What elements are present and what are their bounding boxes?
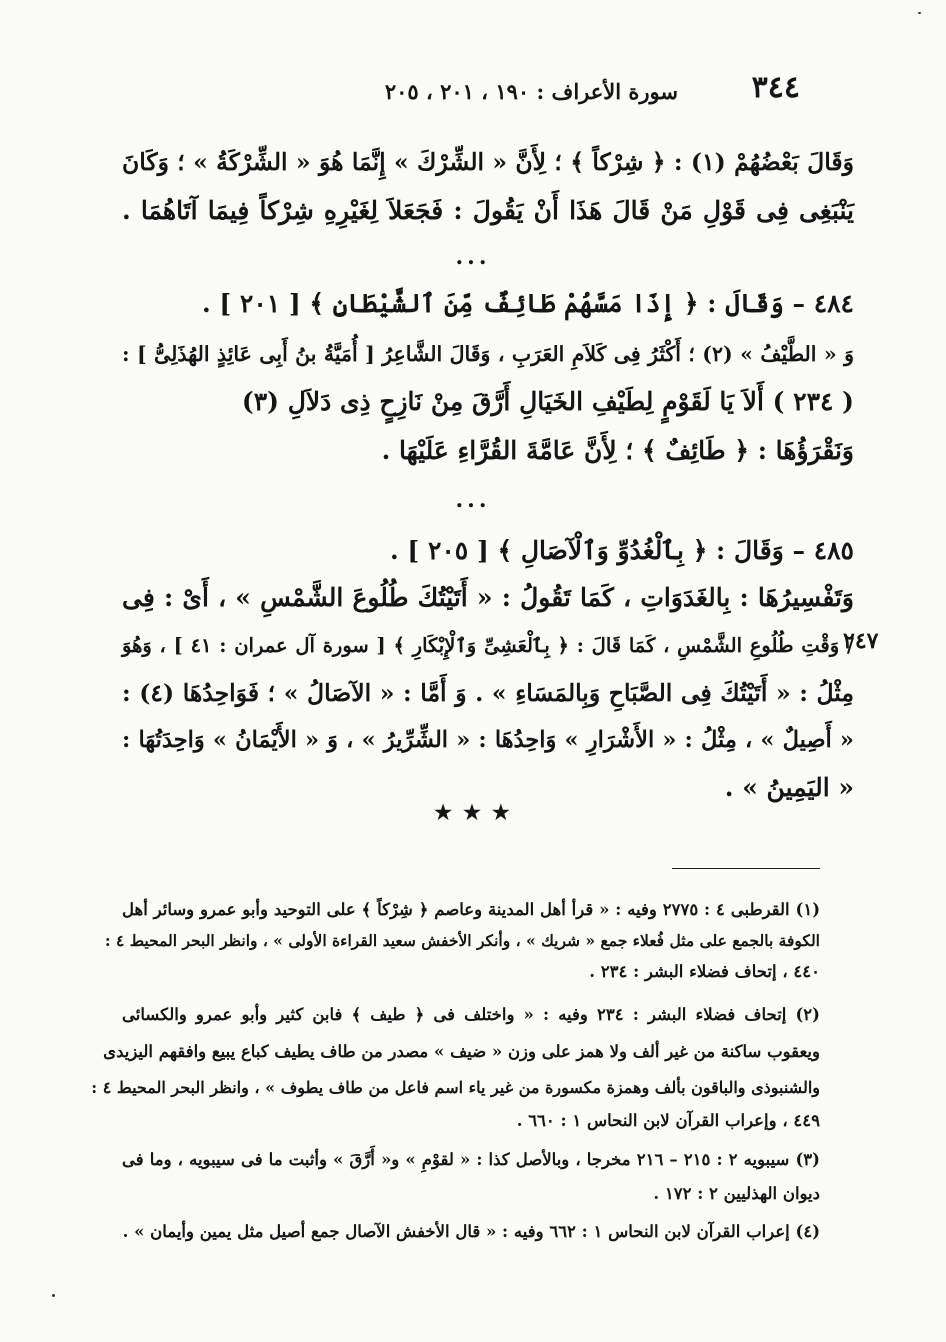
footnote-1-line-2: الكوفة بالجمع على مثل فُعلاء جمع « شريك » ، وأنكر الأخفش سعيد القراءة الأولى » ، وانظر البحر المحيط ٤ : bbox=[104, 931, 820, 950]
scan-speck bbox=[52, 1294, 55, 1297]
body-line-4: وَ « الطَّيْفُ » (٢) ؛ أَكْثَرُ فِى كَلاَمِ العَرَبِ ، وَقَالَ الشَّاعِرُ [ أُمَيَّةُ بنُ أَبِى عَائِذٍ الهُذَلِىُّ ] : bbox=[122, 342, 854, 366]
footnote-4: (٤) إعراب القرآن لابن النحاس ١ : ٦٦٢ وفيه : « قال الأخفش الآصال جمع أصيل مثل يمين وأيمان » . bbox=[122, 1222, 820, 1241]
poem-verse-234: ( ٢٣٤ ) أَلاَ يَا لَقَوْمٍ لِطَيْفِ الخَيَالِ أَرَّقَ مِنْ نَازِحٍ ذِى دَلاَلِ (٣) bbox=[241, 387, 854, 416]
header-title: سورة الأعراف : ١٩٠ ، ٢٠١ ، ٢٠٥ bbox=[384, 79, 678, 104]
page-number: ٣٤٤ bbox=[751, 70, 800, 105]
body-line-12: « اليَمِينُ » . bbox=[724, 773, 854, 802]
section-separator-2: ... bbox=[455, 487, 491, 513]
entry-485-heading: ٤٨٥ – وَقَالَ : ﴿ بِٱلْغُدُوِّ وَٱلْآصَالِ ﴾ [ ٢٠٥ ] . bbox=[389, 536, 854, 565]
body-line-2: يَنْبَغِى فِى قَوْلِ مَنْ قَالَ هَذَا أَنْ يَقُولَ : فَجَعَلاَ لِغَيْرِهِ شِرْكاً فِيمَا آتَاهُمَا . bbox=[122, 196, 855, 225]
entry-484-heading: ٤٨٤ – وَقَالَ : ﴿ إِذَا مَسَّهُمْ طَائِفٌ مِّنَ ٱلشَّيْطَانِ ﴾ [ ٢٠١ ] . bbox=[201, 289, 854, 318]
body-line-10: مِثْلُ : « أَتَيْتُكَ فِى الصَّبَاحِ وَبِالمَسَاءِ » . وَ أَمَّا : « الآصَالُ » ؛ فَوَاحِدُهَا (٤) : bbox=[122, 679, 854, 707]
body-line-8: وَتَفْسِيرُهَا : بِالغَدَوَاتِ ، كَمَا تَقُولُ : « أَتَيْتُكَ طُلُوعَ الشَّمْسِ » ، أَىْ : فِى bbox=[122, 583, 854, 612]
body-line-1: وَقَالَ بَعْضُهُمْ (١) : ﴿ شِرْكاً ﴾ ؛ لِأَنَّ « الشِّرْكَ » إِنَّمَا هُوَ « الشِّرْكَةُ » ؛ وَكَانَ bbox=[122, 148, 854, 176]
end-stars: ★ ★ ★ bbox=[434, 800, 512, 824]
section-separator: ... bbox=[455, 244, 491, 270]
footnote-rule bbox=[672, 868, 820, 869]
footnote-1-line-1: (١) القرطبى ٤ : ٢٧٧٥ وفيه : « قرأ أهل المدينة وعاصم ﴿ شِرْكاً ﴾ على التوحيد وأبو عمرو وسائر أهل bbox=[122, 900, 820, 919]
footnote-2-line-4: ٤٤٩ ، وإعراب القرآن لابن النحاس ١ : ٦٦٠ . bbox=[516, 1111, 820, 1130]
body-line-6: وَنَقْرَؤُهَا : ﴿ طَائِفٌ ﴾ ؛ لِأَنَّ عَامَّةَ القُرَّاءِ عَلَيْهَا . bbox=[381, 436, 854, 465]
running-header bbox=[330, 70, 800, 110]
footnote-3-line-2: ديوان الهذليين ٢ : ١٧٢ . bbox=[653, 1184, 820, 1203]
footnote-1-line-3: ٤٤٠ ، إتحاف فضلاء البشر : ٢٣٤ . bbox=[589, 962, 820, 981]
footnote-3-line-1: (٣) سيبويه ٢ : ٢١٥ – ٢١٦ مخرجا ، وبالأصل كذا : « لقوْمِ » و« أَرَّقَ » وأثبت ما فى سيبويه ، وما فى bbox=[122, 1150, 820, 1169]
footnote-2-line-2: ويعقوب ساكنة من غير ألف ولا همز على وزن « ضيف » مصدر من طاف يطيف كباع يبيع وافقهم اليزيدى bbox=[103, 1042, 820, 1061]
footnote-2-line-3: والشنبوذى والباقون بألف وهمزة مكسورة من غير ياء اسم فاعل من طاف يطوف » ، وانظر البحر المحيط ٤ : bbox=[91, 1078, 820, 1097]
body-line-9: / وَقْتِ طُلُوعِ الشَّمْسِ ، كَمَا قَالَ : ﴿ بِٱلْعَشِىِّ وَٱلْإِبْكَارِ ﴾ [ سورة آل عمران : ٤١ ] ، وَهُوَ bbox=[122, 634, 854, 657]
margin-folio-number: ٢٤٧ bbox=[843, 628, 879, 654]
footnote-2-line-1: (٢) إتحاف فضلاء البشر : ٢٣٤ وفيه : « واختلف فى ﴿ طيف ﴾ فابن كثير وأبو عمرو والكسائى bbox=[122, 1005, 820, 1024]
scan-speck bbox=[918, 12, 921, 14]
body-line-11: « أَصِيلٌ » ، مِثْلُ : « الأَشْرَارِ » وَاحِدُهَا : « الشِّرِّيرُ » ، وَ « الأَيْمَانُ » وَاحِدَتُهَا : bbox=[122, 727, 854, 753]
